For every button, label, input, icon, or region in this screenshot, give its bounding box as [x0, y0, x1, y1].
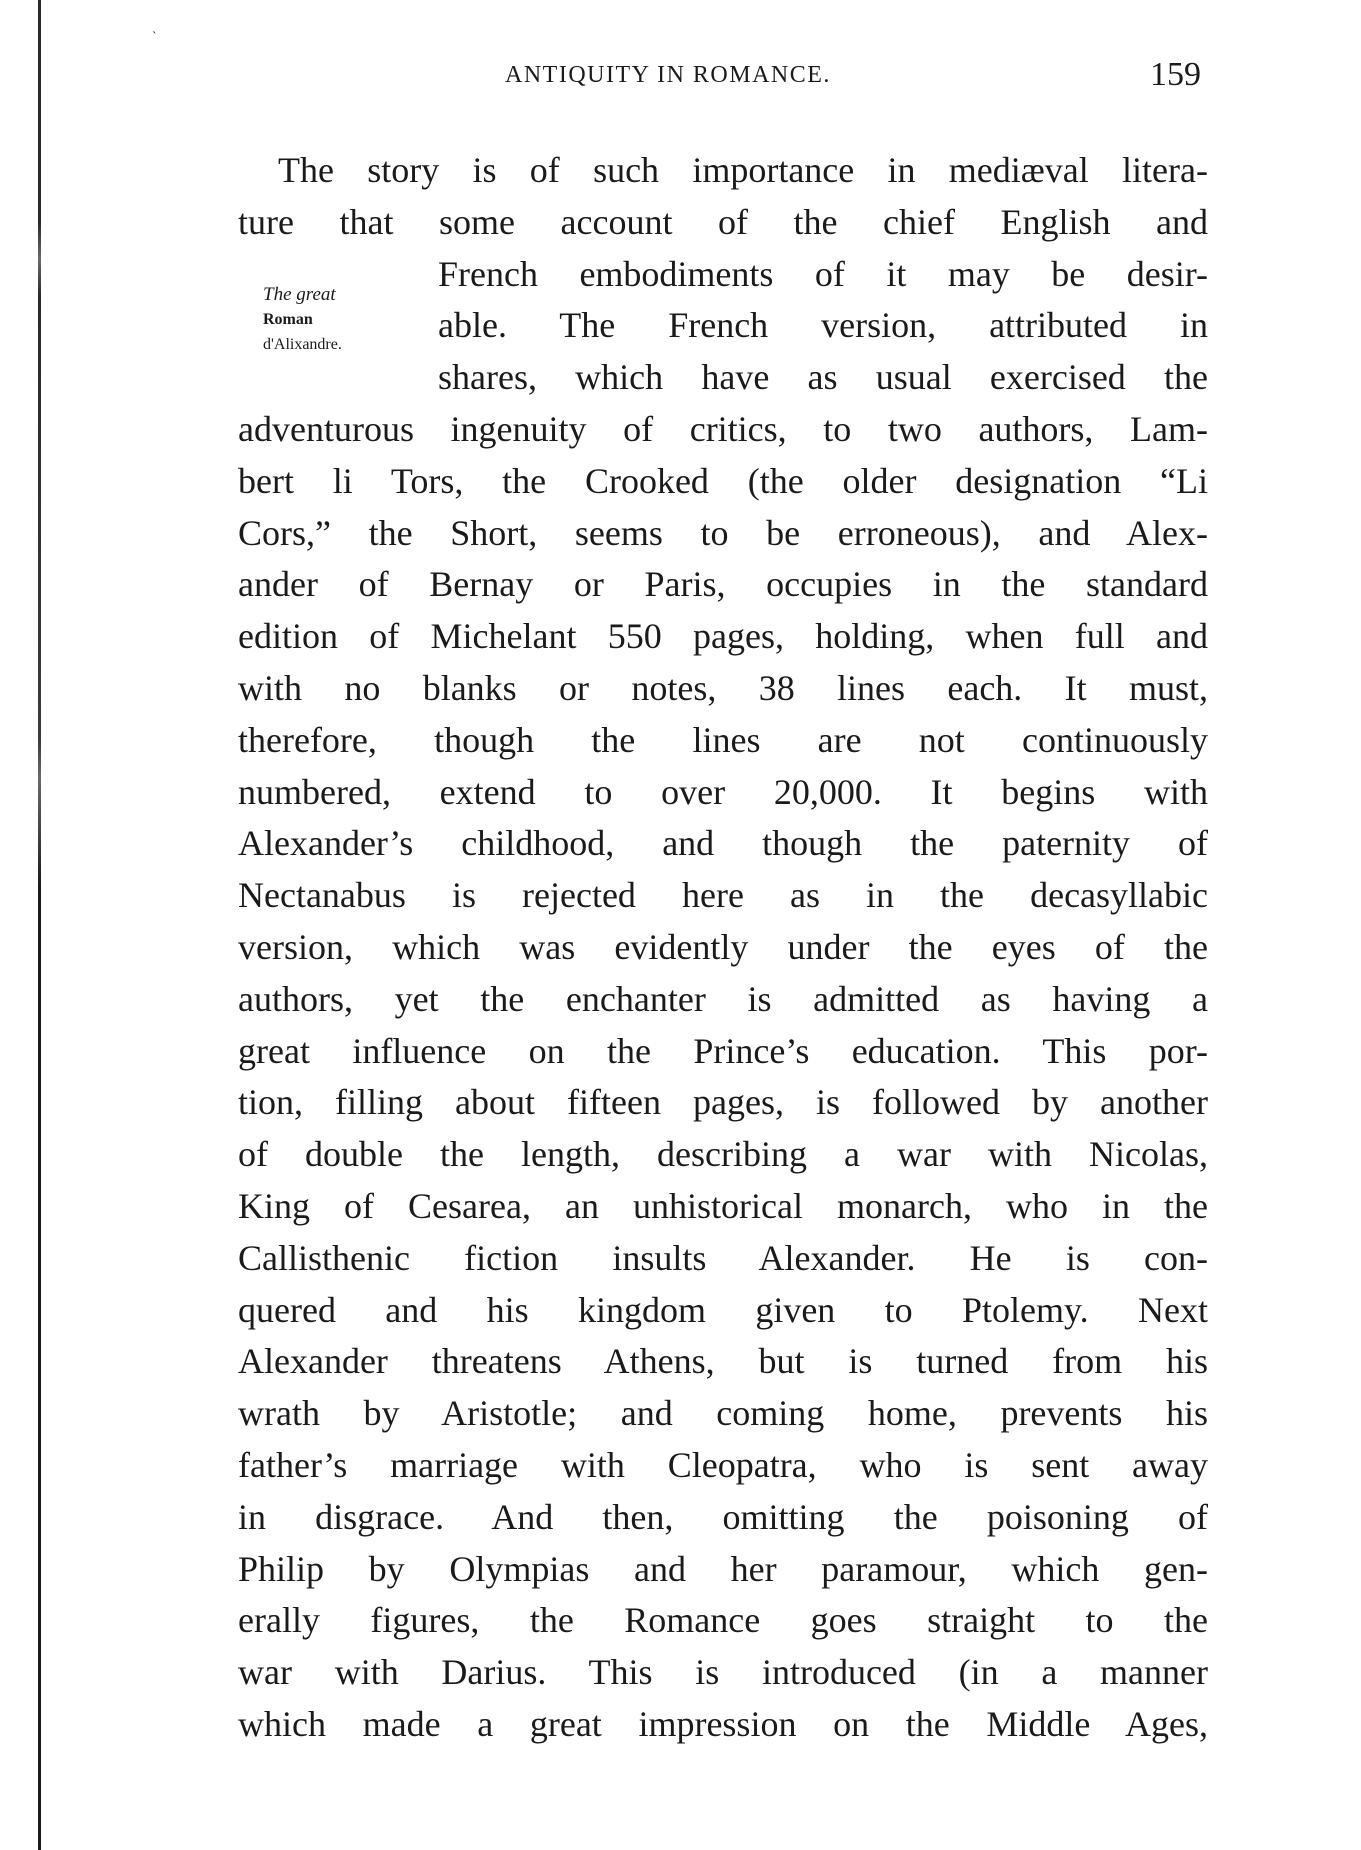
text-line: Alexander’s childhood, and though the paternity of	[238, 823, 1208, 864]
text-line: authors, yet the enchanter is admitted as having a	[238, 978, 1208, 1019]
text-line: ture that some account of the chief English and	[238, 201, 1208, 242]
text-line: therefore, though the lines are not continuously	[238, 719, 1208, 760]
text-line: shares, which have as usual exercised the	[438, 357, 1208, 398]
text-line: Callisthenic fiction insults Alexander. He is con-	[238, 1237, 1208, 1278]
text-line: quered and his kingdom given to Ptolemy. Next	[238, 1289, 1208, 1330]
text-line: ander of Bernay or Paris, occupies in the standard	[238, 564, 1208, 605]
text-line: which made a great impression on the Middle Ages,	[238, 1703, 1208, 1744]
text-line: Philip by Olympias and her paramour, which gen-	[238, 1548, 1208, 1589]
sidenote-line: d'Alixandre.	[263, 336, 342, 353]
text-line: erally figures, the Romance goes straight to the	[238, 1600, 1208, 1641]
sidenote-line: Roman	[263, 311, 313, 328]
body-text	[238, 145, 1208, 1751]
text-line: with no blanks or notes, 38 lines each. It must,	[238, 667, 1208, 708]
text-line: wrath by Aristotle; and coming home, prevents his	[238, 1393, 1208, 1434]
running-title: ANTIQUITY IN ROMANCE.	[505, 62, 831, 88]
text-line: Nectanabus is rejected here as in the decasyllabic	[238, 875, 1208, 916]
text-line: King of Cesarea, an unhistorical monarch, who in the	[238, 1185, 1208, 1226]
text-line: war with Darius. This is introduced (in a manner	[238, 1652, 1208, 1693]
text-line: Cors,” the Short, seems to be erroneous), and Alex-	[238, 512, 1208, 553]
text-line: adventurous ingenuity of critics, to two authors, Lam-	[238, 408, 1208, 449]
text-line: of double the length, describing a war with Nicolas,	[238, 1134, 1208, 1175]
text-line: great influence on the Prince’s education. This por-	[238, 1030, 1208, 1071]
binding-edge	[38, 0, 41, 1850]
text-line: tion, filling about fifteen pages, is followed by another	[238, 1082, 1208, 1123]
text-line: French embodiments of it may be desir-	[438, 253, 1208, 294]
text-line: edition of Michelant 550 pages, holding, when full and	[238, 616, 1208, 657]
text-line: in disgrace. And then, omitting the poisoning of	[238, 1496, 1208, 1537]
text-line: father’s marriage with Cleopatra, who is sent away	[238, 1444, 1208, 1485]
text-line: numbered, extend to over 20,000. It begins with	[238, 771, 1208, 812]
page-number: 159	[1150, 56, 1201, 93]
running-head	[0, 56, 1361, 102]
text-line: version, which was evidently under the eyes of the	[238, 926, 1208, 967]
text-line: The story is of such importance in mediæval litera-	[278, 150, 1208, 190]
text-line: bert li Tors, the Crooked (the older designation “Li	[238, 460, 1208, 501]
text-line: able. The French version, attributed in	[438, 305, 1208, 346]
text-line: Alexander threatens Athens, but is turned from his	[238, 1341, 1208, 1382]
sidenote-line: The great	[263, 284, 336, 305]
print-speck: `	[152, 30, 157, 45]
